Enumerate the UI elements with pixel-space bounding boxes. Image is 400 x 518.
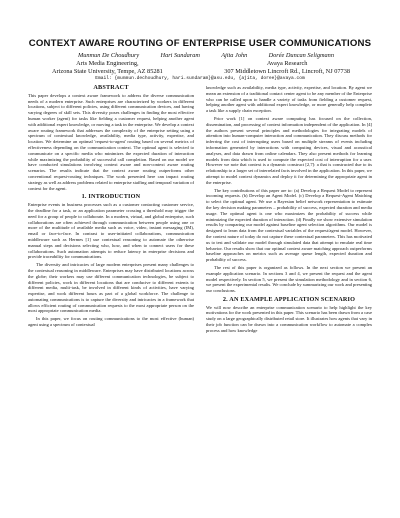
author-name: Dorée Duncan Seligmann bbox=[268, 52, 334, 59]
abstract-heading: ABSTRACT bbox=[93, 84, 129, 91]
paragraph: We will now describe an enterprise communication scenario to help highlight the key motivations for the work presented in this paper. This scenario has been drawn from a case study on a large geographically distributed retail store. It illustrates how agents that vary in their job function can be drawn into a communication workflow to automate a complex process and how knowledge bbox=[206, 304, 372, 333]
author-name: Munmun De Choudhury bbox=[78, 52, 140, 59]
affiliations bbox=[28, 60, 372, 75]
author-list bbox=[28, 52, 372, 60]
author-emails: Email: {munmun.dechoudhury, hari.sundaram}@asu.edu, {ajita, doree}@avaya.com bbox=[95, 76, 305, 81]
left-column bbox=[28, 85, 194, 336]
paragraph: Enterprise events in business processes such as a customer contacting customer service, the deadline for a task, or an application parameter crossing a threshold may trigger the need for a group of people to collaborate. In a modern, virtual, and global enterprise, such collaborations are often achieved through communication between people using one or more of the multitude of available media such as voice, video, instant messaging (IM), email or face-to-face. In contrast to user-initiated collaborations, communication middleware such as Hermes [1] use contextual reasoning to automate the otherwise manual steps and decisions selecting who, how, and when to connect users for these collaborations. Such automation attempts to reduce latency in enterprise decisions and provide traceability for communications. bbox=[28, 202, 194, 260]
right-column bbox=[206, 85, 372, 336]
paragraph: Prior work [1] on context aware computing has focused on the collection, dissemination, and processing of context information independent of the application. In [4] the authors present several principles and methodologies for integrating models of attention into human-computer interaction and communication. They discuss methods for inferring the cost of interrupting users based on multiple streams of events including information generated by interactions with computing devices, visual and acoustical analyses, and data drawn from online calendars. They also present methods for learning models from data which is used to compute the expected cost of interruption for a user. However we note that context is a dynamic construct [2,7]: a that is constructed due to its relationship to a larger set of interrelated facts involved in the application. In this paper, we attempt to model context dynamics and deploy it for determining the appropriate agent in the enterprise. bbox=[206, 115, 372, 185]
abstract-text: This paper develops a context aware framework to address the diverse communication needs of a modern enterprise. Such enterprises are characterized by workers in different locations, subject to different policies, using different communication devices, and having varying degrees of skill sets. This diversity poses challenges in finding the most effective human worker (agent) for tasks like fielding a customer request, helping another agent with additional expert knowledge, or moving a task in the enterprise. We develop a context aware routing framework that addresses the complexity of the enterprise setting using a spectrum of contextual knowledge, availability, media type, activity, expertise, and location. We determine an optimal 'request-to-agent' routing based on several metrics of effectiveness depending on the communication context. The optimal agent is selected to communicate on a specific media who minimizes the expected duration of interaction while maximizing the probability of successful call completion. Based on our model we have conducted simulations involving context aware and non-context aware routing scenarios. The results indicate that the context aware routing outperforms other conventional request-routing techniques. The work presented here can impact routing strategy as well as address problems related to enterprise staffing and temporal variation of context for the agent. bbox=[28, 92, 194, 191]
affiliation-asu: Arts Media Engineering, Arizona State University, Tempe, AZ 85281 bbox=[52, 60, 163, 75]
paragraph: In this paper, we focus on routing communications to the most effective (human) agent using a spectrum of contextual bbox=[28, 316, 194, 328]
introduction-heading: 1. INTRODUCTION bbox=[81, 193, 141, 201]
body-columns bbox=[28, 85, 372, 336]
paragraph: knowledge such as availability, media type, activity, expertise, and location. By agent we mean an extension of a traditional contact center agent to be any member of the Enterprise who can be called upon to handle a variety of tasks from fielding a customer request, helping another agent with additional expert knowledge, or more generally help complete a task like a supply chain exception. bbox=[206, 85, 372, 114]
paper-title: CONTEXT AWARE ROUTING OF ENTERPRISE USER COMMUNICATIONS bbox=[28, 38, 372, 49]
paragraph: The diversity and intricacies of large modern enterprises present many challenges to the contextual reasoning in middleware. Enterprises may have distributed locations across the globe; their workers may use different communication technologies, be subject to different policies, work in different locations that are conducive to different extents to different media, multi-task, be involved in different kinds of activities, have varying expertise, and work different hours as part of a global workforce. The challenge to automating communications is to capture the diversity and intricacies in a framework that allows efficient routing of communication requests to the most appropriate person on the most appropriate communication media. bbox=[28, 262, 194, 314]
author-name: Ajita John bbox=[221, 52, 248, 59]
paragraph: The key contributions of this paper are to: (a) Develop a Request Model to represent incoming requests. (b) Develop an Agent Model. (c) Develop a Request-Agent Matching to select the optimal agent. We use a Bayesian belief network representation to estimate the key decision making parameters – probability of success, expected duration and media usage. The optimal agent is one who maximizes the probability of success while minimizing the expected duration of interaction. (d) Finally we show extensive simulation results by comparing our model against baseline agent selection algorithms. Our model is designed to learn data from the contextual variables of the request/agent model. However, the context nature of today do not capture these contextual parameters. This has motivated us to test and validate our model through simulated data that attempt to emulate real time behavior. Our results show that our optimal context aware matching approach outperforms baseline approaches on metrics such as average queue length, expected duration and probability of success. bbox=[206, 187, 372, 263]
paragraph: The rest of this paper is organized as follows. In the next section we present an example application scenario. In sections 3 and 4, we present the request and the agent model respectively. In section 5, we present the simulation methodology and in section 6, we present the experimental results. We conclude by summarizing our work and presenting our conclusions. bbox=[206, 264, 372, 294]
scenario-heading: 2. AN EXAMPLE APPLICATION SCENARIO bbox=[222, 295, 356, 303]
author-name: Hari Sundaram bbox=[160, 52, 200, 59]
affiliation-avaya: Avaya Research 307 Middletown Lincroft Rd., Lincroft, NJ 07738 bbox=[224, 60, 350, 75]
